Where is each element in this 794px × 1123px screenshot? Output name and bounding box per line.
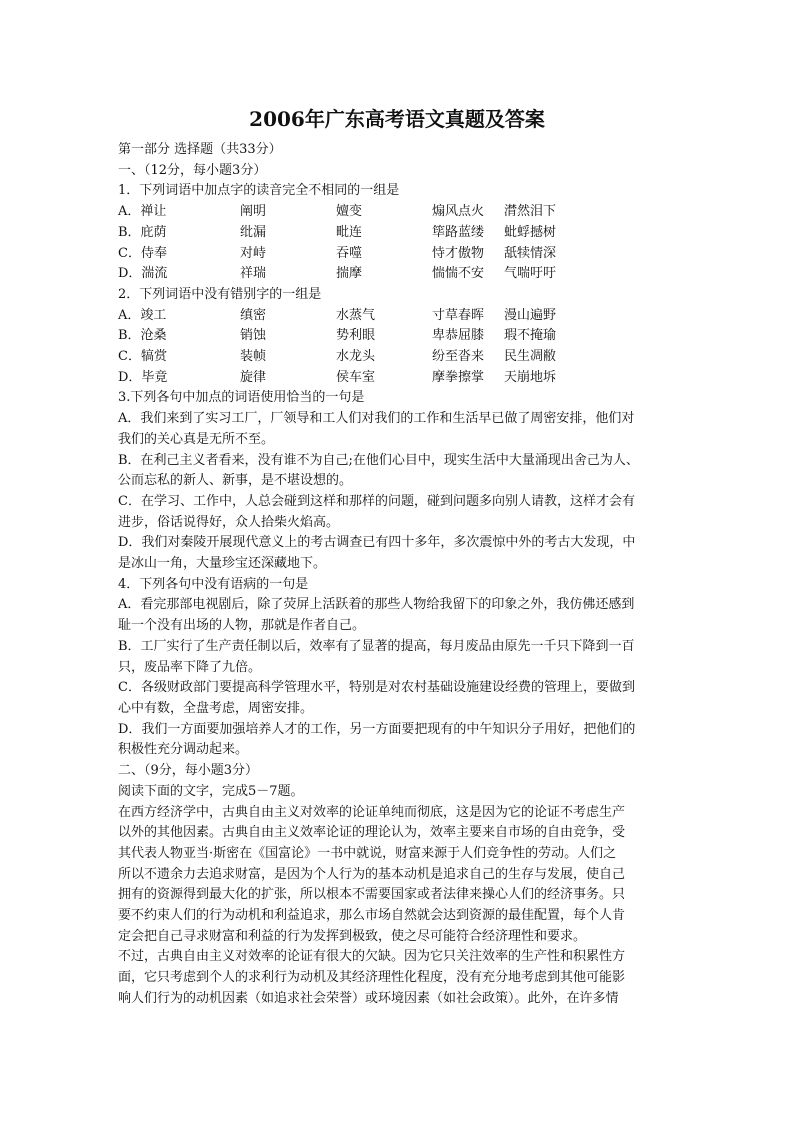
option-text: 是冰山一角，大量珍宝还深藏地下。	[118, 556, 327, 572]
option-cell: 水蒸气	[336, 307, 376, 323]
option-cell: 纷至沓来	[432, 349, 485, 365]
option-cell: 水龙头	[336, 349, 376, 365]
question-stem: 3.下列各句中加点的词语使用恰当的一句是	[118, 390, 365, 406]
option-text: A．看完那部电视剧后，除了荧屏上活跃着的那些人物给我留下的印象之外，我仿佛还感到	[118, 597, 635, 613]
option-row	[118, 202, 678, 223]
option-cell: 揣摩	[336, 266, 363, 282]
passage-line: 其代表人物亚当·斯密在《国富论》一书中就说，财富来源于人们竞争性的劳动。人们之	[118, 845, 617, 861]
option-cell: 漫山遍野	[504, 307, 557, 323]
passage-line: 以外的其他因素。古典自由主义效率论证的理论认为，效率主要来自市场的自由竞争，受	[118, 825, 626, 841]
option-cell: 寸草春晖	[432, 307, 485, 323]
passage-line: 要不约束人们的行为动机和利益追求，那么市场自然就会达到资源的最佳配置，每个人肯	[118, 908, 626, 924]
passage-line: 定会把自己寻求财富和利益的行为发挥到极致，使之尽可能符合经济理性和要求。	[118, 928, 587, 944]
option-row	[118, 306, 678, 327]
option-cell: 纰漏	[240, 224, 267, 240]
option-cell: B．沧桑	[118, 328, 167, 344]
option-cell: 惴惴不安	[432, 266, 485, 282]
option-cell: B．庇荫	[118, 224, 167, 240]
question-stem: 1．下列词语中加点字的读音完全不相同的一组是	[118, 183, 400, 199]
document-body	[118, 140, 678, 1010]
option-cell: 民生凋敝	[504, 349, 557, 365]
passage-line: 所以不遗余力去追求财富，是因为个人行为的基本动机是追求自己的生存与发展，使自己	[118, 866, 626, 882]
reading-instruction: 阅读下面的文字，完成5－7题。	[118, 783, 304, 799]
option-text: 耻一个没有出场的人物，那就是作者自己。	[118, 618, 366, 634]
option-cell: A．禅让	[118, 204, 167, 220]
passage-line: 在西方经济学中，古典自由主义对效率的论证单纯而彻底，这是因为它的论证不考虑生产	[118, 804, 626, 820]
option-cell: 旋律	[240, 369, 267, 385]
option-cell: 煽风点火	[432, 204, 485, 220]
option-text: D．我们一方面要加强培养人才的工作，另一方面要把现有的中午知识分子用好，把他们的	[118, 721, 636, 737]
option-cell: 瑕不掩瑜	[504, 328, 557, 344]
option-text: 公而忘私的新人、新事，是不堪设想的。	[118, 473, 353, 489]
option-cell: 筚路蓝缕	[432, 224, 485, 240]
option-text: 进步，俗话说得好，众人拾柴火焰高。	[118, 514, 340, 530]
option-row	[118, 244, 678, 265]
option-text: B．在利己主义者看来，没有谁不为自己;在他们心目中，现实生活中大量涌现出舍己为人、	[118, 452, 639, 468]
option-cell: 蚍蜉撼树	[504, 224, 557, 240]
option-cell: A．竣工	[118, 307, 167, 323]
option-cell: 势利眼	[336, 328, 376, 344]
option-row	[118, 347, 678, 368]
passage-line: 面，它只考虑到个人的求利行为动机及其经济理性化程度，没有充分地考虑到其他可能影	[118, 970, 626, 986]
option-cell: D．湍流	[118, 266, 168, 282]
question-stem: 4．下列各句中没有语病的一句是	[118, 576, 309, 592]
option-cell: 销蚀	[240, 328, 267, 344]
option-cell: 对峙	[240, 245, 267, 261]
option-row	[118, 326, 678, 347]
part-heading: 二、（9分，每小题3分）	[118, 763, 259, 779]
option-cell: 卑恭屈膝	[432, 328, 485, 344]
option-cell: 摩拳擦掌	[432, 369, 485, 385]
option-row	[118, 368, 678, 389]
option-text: 我们的关心真是无所不至。	[118, 431, 275, 447]
option-text: 心中有数，全盘考虑，周密安排。	[118, 700, 314, 716]
option-cell: 阐明	[240, 204, 267, 220]
option-text: B．工厂实行了生产责任制以后，效率有了显著的提高，每月废品由原先一千只下降到一百	[118, 638, 635, 654]
part-heading: 一、（12分，每小题3分）	[118, 162, 267, 178]
option-cell: 嬗变	[336, 204, 363, 220]
option-cell: 舐犊情深	[504, 245, 557, 261]
option-text: 只，废品率下降了九倍。	[118, 659, 262, 675]
option-cell: 毗连	[336, 224, 363, 240]
option-cell: 天崩地坼	[504, 369, 557, 385]
option-text: C．在学习、工作中，人总会碰到这样和那样的问题，碰到问题多向别人请教，这样才会有	[118, 493, 635, 509]
page-title: 2006年广东高考语文真题及答案	[249, 107, 545, 131]
option-cell: 潸然泪下	[504, 204, 557, 220]
passage-line: 响人们行为的动机因素（如追求社会荣誉）或环境因素（如社会政策）。此外，在许多情	[118, 990, 619, 1006]
option-text: A．我们来到了实习工厂，厂领导和工人们对我们的工作和生活早已做了周密安排，他们对	[118, 411, 635, 427]
option-cell: 恃才傲物	[432, 245, 485, 261]
option-cell: 祥瑞	[240, 266, 267, 282]
option-cell: 侯车室	[336, 369, 376, 385]
option-row	[118, 223, 678, 244]
option-cell: 缜密	[240, 307, 267, 323]
passage-line: 拥有的资源得到最大化的扩张，所以根本不需要国家或者法律来操心人们的经济事务。只	[118, 887, 626, 903]
option-cell: 装帧	[240, 349, 267, 365]
option-text: 积极性充分调动起来。	[118, 742, 249, 758]
passage-line: 不过，古典自由主义对效率的论证有很大的欠缺。因为它只关注效率的生产性和积累性方	[118, 949, 626, 965]
option-row	[118, 264, 678, 285]
option-cell: C．犒赏	[118, 349, 167, 365]
option-cell: C．侍奉	[118, 245, 167, 261]
option-cell: 气喘吁吁	[504, 266, 557, 282]
option-cell: D．毕竟	[118, 369, 168, 385]
section-heading: 第一部分 选择题（共33分）	[118, 142, 282, 157]
option-text: C．各级财政部门要提高科学管理水平，特别是对农村基础设施建设经费的管理上，要做到	[118, 680, 635, 696]
question-stem: 2．下列词语中没有错别字的一组是	[118, 286, 322, 302]
option-cell: 吞噬	[336, 245, 363, 261]
option-text: D．我们对秦陵开展现代意义上的考古调查已有四十多年，多次震惊中外的考古大发现，中	[118, 535, 636, 551]
